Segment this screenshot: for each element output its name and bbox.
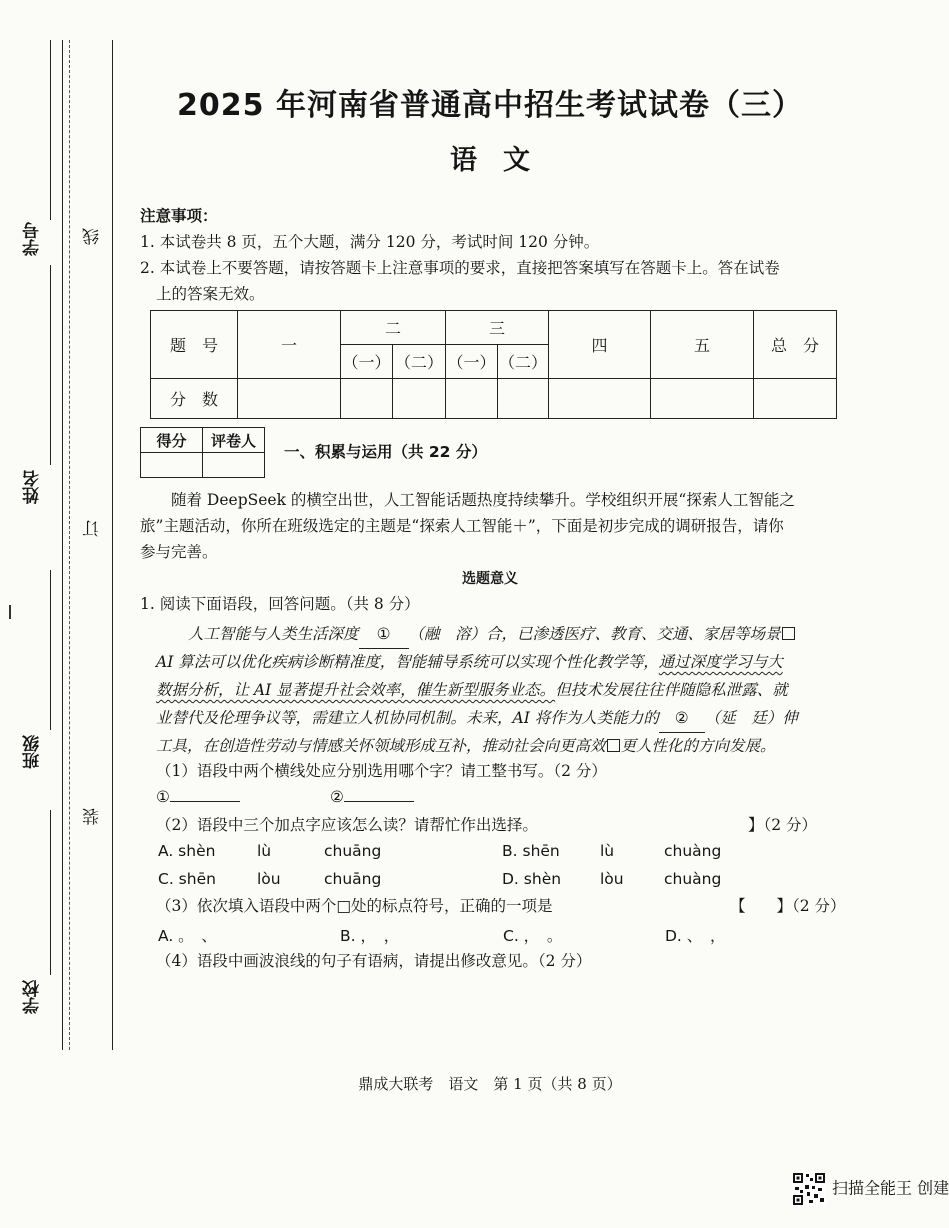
punct-option-c: C. ， 。 [503, 927, 563, 945]
score-cell [498, 379, 549, 419]
blank-1-marker: ① [376, 625, 391, 643]
score-table-col-5: 五 [651, 311, 754, 379]
score-table [150, 310, 837, 419]
page-footer: 鼎成大联考 语文 第 1 页（共 8 页） [358, 1075, 622, 1093]
margin-field-class-line [50, 570, 51, 730]
margin-field-school-label: 学校 [23, 980, 43, 1014]
margin-field-student-id-label: 学号 [23, 222, 43, 256]
sub-question-3-bracket: 【 】（2 分） [730, 897, 846, 915]
margin-field-school-line [50, 810, 51, 975]
grader-box-score-cell [141, 453, 203, 478]
score-table-col-2-sub-2: （二） [393, 345, 446, 379]
scanner-text: 扫描全能王 创建 [832, 1178, 949, 1198]
option-b-2: lù [600, 842, 615, 860]
margin-field-class-label: 班级 [23, 735, 43, 769]
sub-question-3: （3）依次填入语段中两个□处的标点符号，正确的一项是 [156, 897, 553, 915]
score-cell [446, 379, 498, 419]
q1-stem: 1. 阅读下面语段，回答问题。（共 8 分） [140, 595, 420, 613]
grader-box-grader-cell [203, 453, 265, 478]
paper-subject: 语文 [450, 145, 556, 176]
cut-word-mount: 装 [83, 808, 103, 825]
intro-line-2: 旅”主题活动，你所在班级选定的主题是“探索人工智能＋”，下面是初步完成的调研报告，请你 [140, 517, 784, 535]
option-d-3: chuàng [664, 870, 722, 888]
notice-item-2-cont: 上的答案无效。 [156, 285, 265, 303]
passage-text: AI 算法可以优化疾病诊断精准度，智能辅导系统可以实现个性化教学等， [156, 653, 659, 671]
score-table-col-3-sub-2: （二） [498, 345, 549, 379]
qr-code-icon [792, 1172, 826, 1206]
wavy-sentence-part-2: 数据分析，让 AI 显著提升社会效率，催生新型服务业态。 [156, 681, 556, 699]
score-table-row-header: 题 号 [151, 311, 238, 379]
option-a-3: chuāng [324, 842, 382, 860]
option-c-3: chuāng [324, 870, 382, 888]
score-table-col-4: 四 [549, 311, 651, 379]
option-b-3: chuàng [664, 842, 722, 860]
option-b-1: B. shēn [502, 842, 560, 860]
sub-question-4: （4）语段中画波浪线的句子有语病，请提出修改意见。（2 分） [156, 952, 592, 970]
option-d-1: D. shèn [502, 870, 562, 888]
cut-word-bind: 订 [83, 520, 103, 537]
margin-field-name-line [50, 265, 51, 465]
sub-question-2: （2）语段中三个加点字应该怎么读？请帮忙作出选择。 [156, 816, 538, 834]
option-a-1: A. shèn [158, 842, 216, 860]
blank-2 [659, 704, 705, 733]
sub-question-1-answer-2 [330, 788, 414, 806]
margin-field-name-label: 姓名 [23, 470, 43, 504]
option-d-2: lòu [600, 870, 624, 888]
margin-field-student-id-line [50, 40, 51, 220]
margin-tick-mark [9, 605, 11, 619]
grader-box [140, 427, 265, 478]
passage-text: 工具，在创造性劳动与情感关怀领域形成互补，推动社会向更高效 [156, 737, 606, 755]
score-cell [238, 379, 341, 419]
option-c-2: lòu [257, 870, 281, 888]
option-a-2: lù [257, 842, 272, 860]
passage-line-5 [156, 732, 776, 760]
option-c-1: C. shēn [158, 870, 216, 888]
sub-heading: 选题意义 [462, 571, 518, 587]
passage-line-2 [156, 648, 783, 676]
passage-text: （延 廷）伸 [704, 709, 798, 727]
intro-line-3: 参与完善。 [140, 543, 218, 561]
notice-heading: 注意事项： [140, 207, 218, 225]
score-table-col-3-sub-1: （一） [446, 345, 498, 379]
intro-line-1: 随着 DeepSeek 的横空出世，人工智能话题热度持续攀升。学校组织开展“探索人工智能之 [171, 491, 795, 509]
cut-line-right [112, 40, 113, 1050]
answer-mark-2: ② [330, 788, 344, 806]
section-one-heading: 一、积累与运用（共 22 分） [284, 443, 487, 461]
score-cell [549, 379, 651, 419]
score-table-score-label: 分 数 [151, 379, 238, 419]
answer-blank-1 [170, 801, 240, 802]
sub-question-1: （1）语段中两个横线处应分别选用哪个字？请工整书写。（2 分） [156, 762, 607, 780]
paper-title: 2025 年河南省普通高中招生考试试卷（三） [177, 88, 803, 123]
punct-option-d: D. 、 ， [665, 927, 726, 945]
passage-text: （融 溶）合，已渗透医疗、教育、交通、家居等场景 [408, 625, 781, 643]
score-table-col-1: 一 [238, 311, 341, 379]
score-table-total: 总 分 [754, 311, 837, 379]
scanner-watermark [792, 1172, 949, 1206]
score-cell [393, 379, 446, 419]
binding-margin [0, 0, 125, 1100]
blank-2-marker: ② [674, 709, 689, 727]
punct-box-1 [782, 627, 795, 640]
passage-line-4 [156, 704, 798, 733]
cut-word-line: 线 [83, 228, 103, 245]
score-table-col-2-sub-1: （一） [341, 345, 393, 379]
score-table-col-2: 二 [341, 311, 446, 345]
grader-box-score-label: 得分 [141, 428, 203, 453]
notice-item-1: 1. 本试卷共 8 页，五个大题，满分 120 分，考试时间 120 分钟。 [140, 233, 600, 251]
passage-line-1 [188, 620, 796, 649]
score-cell [341, 379, 393, 419]
notice-item-2: 2. 本试卷上不要答题，请按答题卡上注意事项的要求，直接把答案填写在答题卡上。答在试卷 [140, 259, 780, 277]
punct-box-2 [607, 739, 620, 752]
cut-line-left [62, 40, 63, 1050]
cut-line-dashed [69, 40, 70, 1050]
answer-blank-2 [344, 801, 414, 802]
passage-text: 人工智能与人类生活深度 [188, 625, 359, 643]
punct-option-b: B. ， ， [340, 927, 400, 945]
wavy-sentence-part-1: 通过深度学习与大 [658, 653, 783, 671]
sub-question-1-answer-1 [156, 788, 240, 806]
blank-1 [359, 620, 409, 649]
passage-text: 更人性化的方向发展。 [620, 737, 776, 755]
score-table-col-3: 三 [446, 311, 549, 345]
answer-mark-1: ① [156, 788, 170, 806]
punct-option-a: A. 。 、 [158, 927, 217, 945]
passage-line-3 [156, 676, 788, 704]
passage-text: 但技术发展往往伴随隐私泄露、就 [555, 681, 788, 699]
score-cell [754, 379, 837, 419]
score-cell [651, 379, 754, 419]
passage-text: 业替代及伦理争议等，需建立人机协同机制。未来，AI 将作为人类能力的 [156, 709, 659, 727]
sub-question-2-score: 】（2 分） [748, 816, 818, 834]
grader-box-grader-label: 评卷人 [203, 428, 265, 453]
